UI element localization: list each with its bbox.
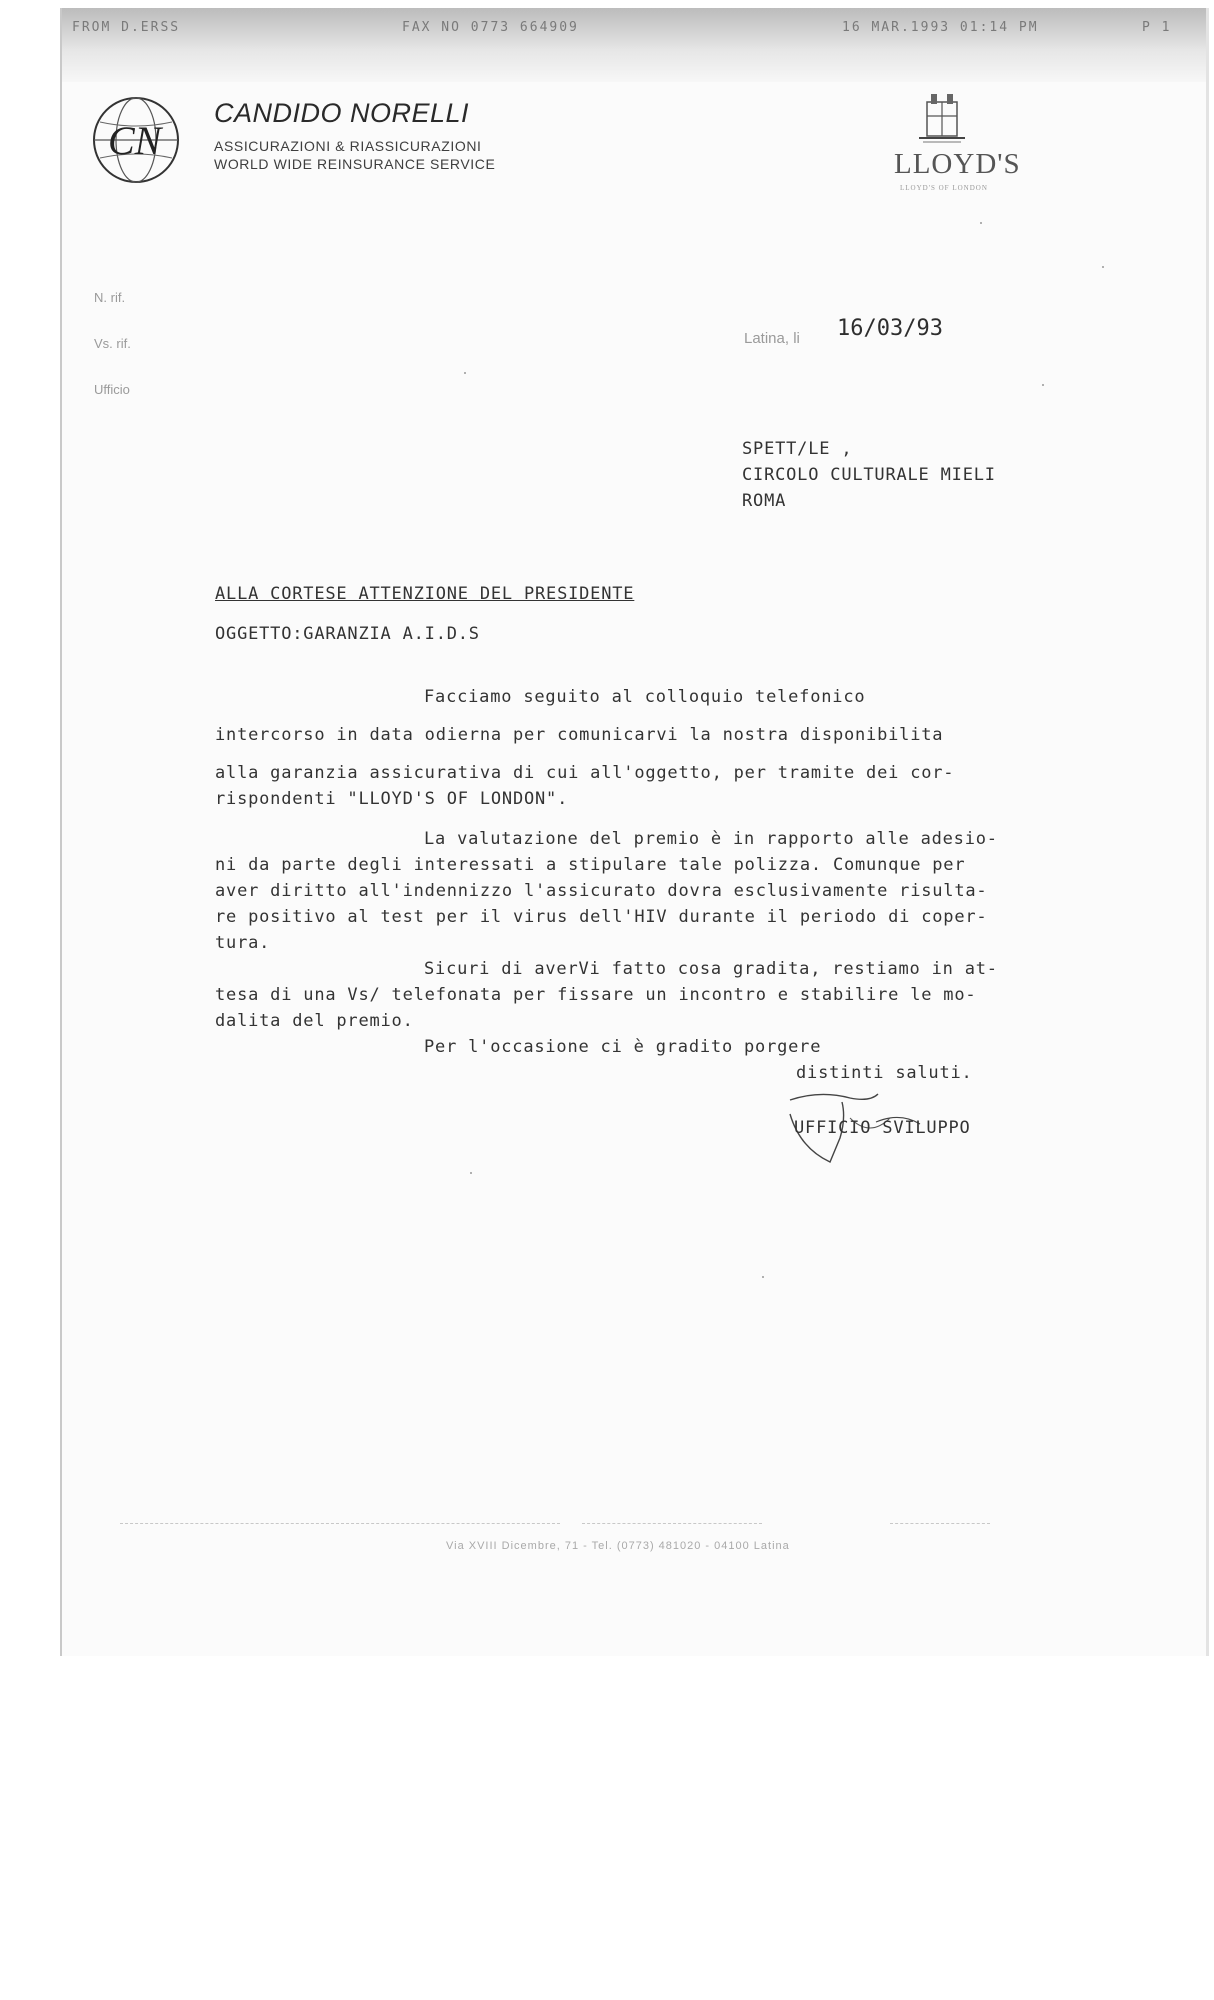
body-line: Per l'occasione ci è gradito porgere [424, 1037, 822, 1057]
body-paragraph-2 [215, 826, 1075, 956]
lloyds-name: LLOYD'S [894, 148, 1021, 180]
fax-page-number: P 1 [1142, 20, 1172, 35]
body-line: tesa di una Vs/ telefonata per fissare un incontro e stabilire le mo- [215, 985, 977, 1005]
signature-label: UFFICIO SVILUPPO [794, 1118, 971, 1138]
body-line: dalita del premio. [215, 1011, 414, 1031]
scan-speck [464, 372, 466, 374]
footer-address: Via XVIII Dicembre, 71 - Tel. (0773) 481020 - 04100 Latina [446, 1540, 790, 1552]
ref-nostro-label: N. rif. [94, 290, 126, 305]
fax-date-time: 16 MAR.1993 01:14 PM [842, 20, 1039, 35]
company-globe-logo [90, 94, 182, 186]
ref-ufficio-label: Ufficio [94, 382, 130, 397]
recipient-line-1: SPETT/LE , [742, 439, 853, 459]
body-line: Sicuri di averVi fatto cosa gradita, restiamo in at- [424, 959, 998, 979]
scan-speck [1042, 384, 1044, 386]
body-line: rispondenti "LLOYD'S OF LONDON". [215, 789, 569, 809]
body-line: tura. [215, 933, 271, 953]
signature-scribble [780, 1088, 1000, 1188]
footer-rule-left [120, 1523, 560, 1524]
recipient-line-2: CIRCOLO CULTURALE MIELI [742, 465, 996, 485]
signature-icon [780, 1088, 1000, 1188]
scan-speck [762, 1276, 764, 1278]
recipient-line-3: ROMA [742, 491, 787, 511]
body-line: intercorso in data odierna per comunicarvi la nostra disponibilita [215, 725, 944, 745]
body-paragraph-3 [215, 956, 1075, 1034]
ref-vostro-label: Vs. rif. [94, 336, 131, 351]
body-line: alla garanzia assicurativa di cui all'oggetto, per tramite dei cor- [215, 763, 955, 783]
body-line: Facciamo seguito al colloquio telefonico [424, 687, 866, 707]
company-name: CANDIDO NORELLI [214, 98, 470, 128]
body-line: re positivo al test per il virus dell'HIV durante il periodo di coper- [215, 907, 988, 927]
recipient-block [742, 436, 996, 514]
footer-rule-middle [582, 1523, 762, 1524]
body-paragraph-1 [215, 684, 1075, 812]
scan-speck [470, 1172, 472, 1174]
body-paragraph-4 [215, 1034, 1075, 1086]
company-subtitle-2: WORLD WIDE REINSURANCE SERVICE [214, 156, 496, 172]
letter-page [60, 8, 1209, 1656]
date-place-label: Latina, li [744, 330, 800, 347]
attention-line: ALLA CORTESE ATTENZIONE DEL PRESIDENTE [215, 584, 635, 604]
letter-date: 16/03/93 [837, 316, 943, 341]
fax-number: FAX NO 0773 664909 [402, 20, 579, 35]
scan-speck [1102, 266, 1104, 268]
company-subtitle-1: ASSICURAZIONI & RIASSICURAZIONI [214, 138, 482, 154]
logo-letters: CN [108, 118, 162, 163]
crest-icon [917, 94, 967, 146]
lloyds-crest [917, 94, 967, 146]
lloyds-subtitle: LLOYD'S OF LONDON [900, 184, 988, 192]
body-line: La valutazione del premio è in rapporto alle adesio- [424, 829, 998, 849]
body-line: ni da parte degli interessati a stipulare tale polizza. Comunque per [215, 855, 966, 875]
body-line: aver diritto all'indennizzo l'assicurato dovra esclusivamente risulta- [215, 881, 988, 901]
fax-from: FROM D.ERSS [72, 20, 181, 35]
footer-rule-right [890, 1523, 990, 1524]
closing-line: distinti saluti. [796, 1063, 973, 1083]
subject-line: OGGETTO:GARANZIA A.I.D.S [215, 624, 480, 644]
globe-icon [90, 94, 182, 186]
scan-speck [980, 222, 982, 224]
